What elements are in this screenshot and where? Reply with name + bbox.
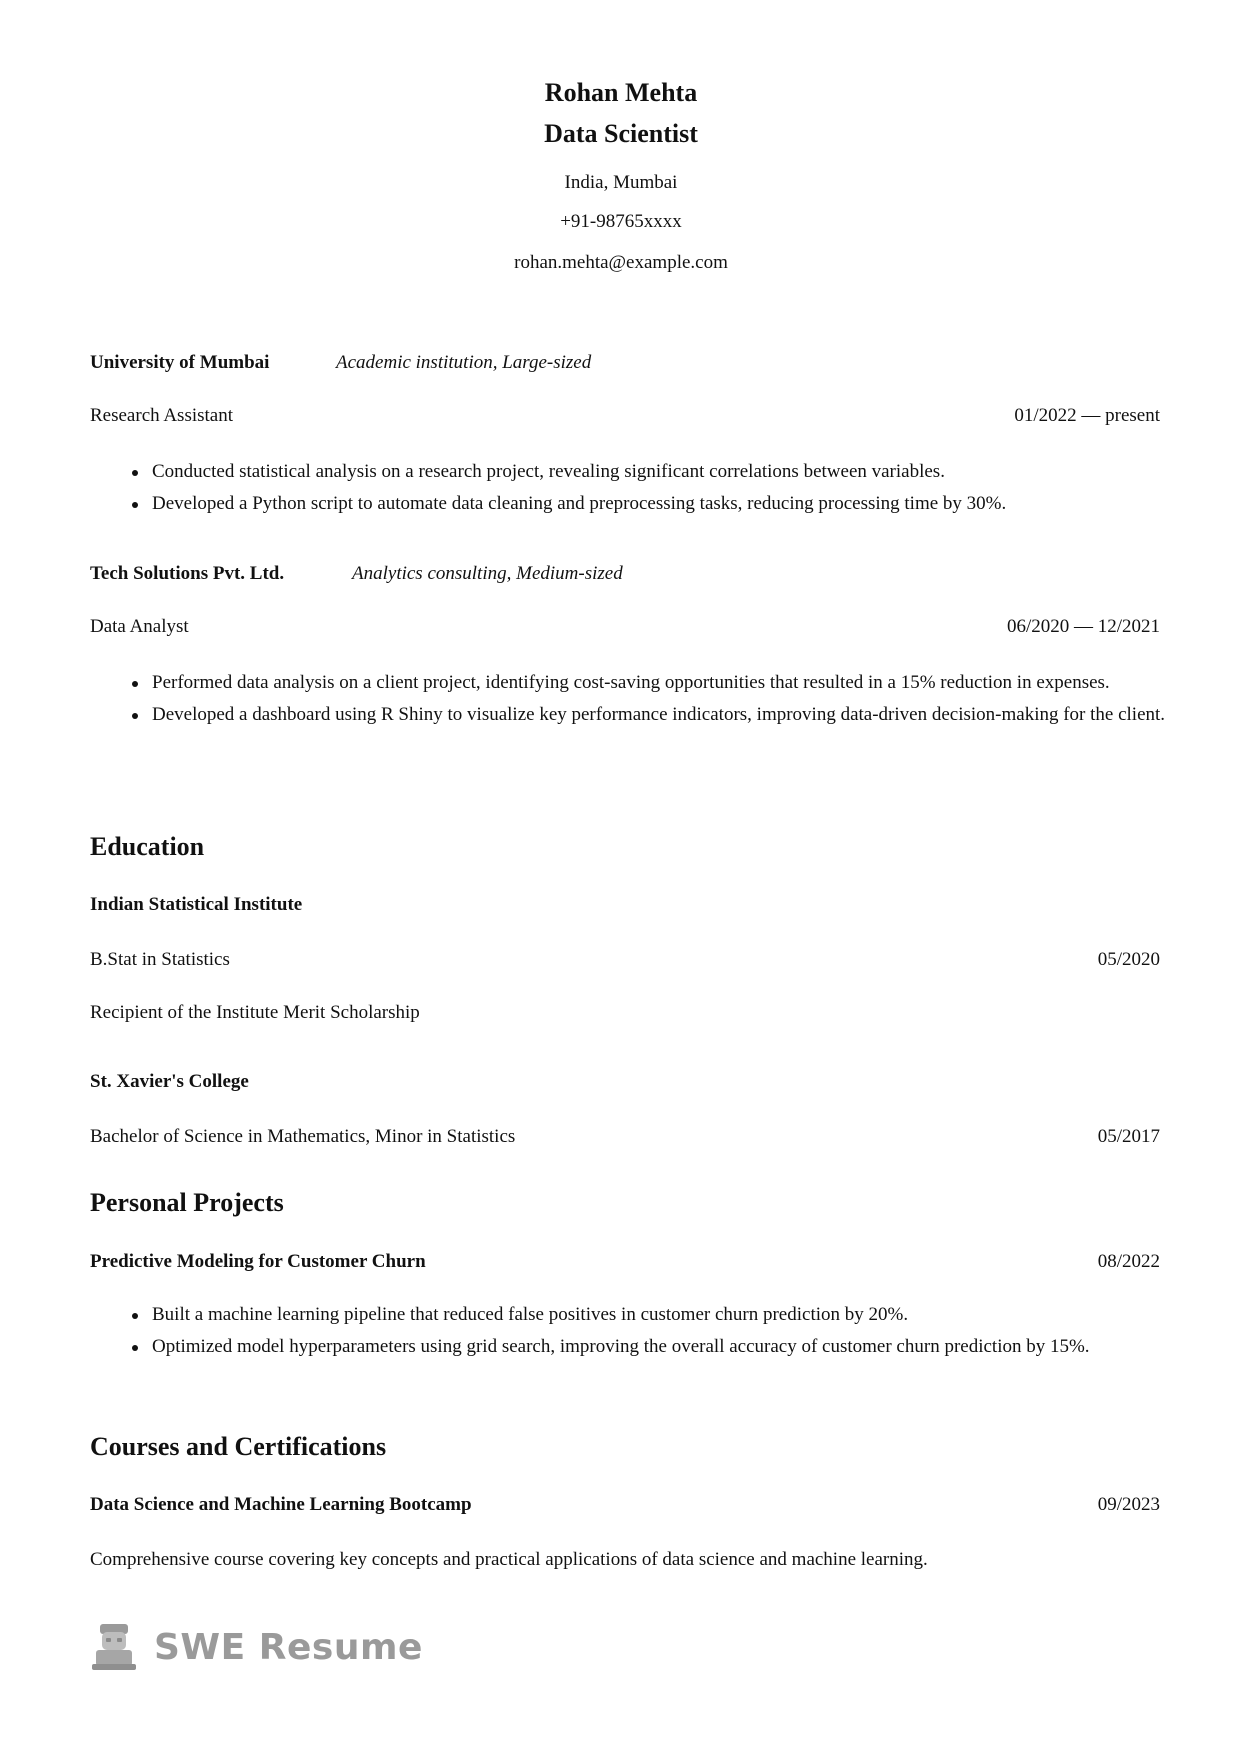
- degree-row: [90, 1126, 1160, 1148]
- logo-text: SWE Resume: [154, 1626, 423, 1668]
- course-row: [90, 1494, 1160, 1516]
- course-description: Comprehensive course covering key concepts and practical applications of data science and machine learning.: [90, 1549, 928, 1570]
- degree-name: B.Stat in Statistics: [90, 949, 230, 970]
- list-item: Conducted statistical analysis on a research project, revealing significant correlations between variables.: [152, 456, 1222, 488]
- school-row: [90, 894, 1160, 916]
- swe-resume-logo: [90, 1622, 423, 1672]
- company-name: University of Mumbai: [90, 352, 270, 373]
- project-bullets: [90, 1299, 1222, 1363]
- position-title: Data Analyst: [90, 616, 189, 637]
- candidate-name: Rohan Mehta: [544, 78, 698, 107]
- position-dates: 06/2020 — 12/2021: [1006, 616, 1160, 637]
- contact-phone: +91-98765xxxx: [560, 211, 682, 232]
- degree-name: Bachelor of Science in Mathematics, Minor in Statistics: [90, 1126, 516, 1147]
- candidate-title: Data Scientist: [544, 119, 698, 148]
- experience-bullets: [90, 456, 1222, 520]
- section-title-courses: Courses and Certifications: [90, 1432, 387, 1461]
- company-description: Academic institution, Large-sized: [336, 352, 592, 373]
- degree-date: 05/2017: [1097, 1126, 1160, 1147]
- contact-location: India, Mumbai: [564, 172, 678, 193]
- section-title-education: Education: [90, 832, 205, 861]
- list-item: Optimized model hyperparameters using grid search, improving the overall accuracy of customer churn prediction by 15%.: [152, 1331, 1222, 1363]
- position-title: Research Assistant: [90, 405, 234, 426]
- list-item: Performed data analysis on a client project, identifying cost-saving opportunities that resulted in a 15% reduction in expenses.: [152, 667, 1222, 699]
- project-date: 08/2022: [1097, 1251, 1160, 1272]
- list-item: Built a machine learning pipeline that reduced false positives in customer churn prediction by 20%.: [152, 1299, 1222, 1331]
- list-item: Developed a Python script to automate data cleaning and preprocessing tasks, reducing processing time by 30%.: [152, 488, 1222, 520]
- list-item: Developed a dashboard using R Shiny to visualize key performance indicators, improving data-driven decision-making for the client.: [152, 699, 1222, 731]
- experience-bullets: [90, 667, 1222, 731]
- school-name: St. Xavier's College: [90, 1071, 249, 1092]
- education-note: Recipient of the Institute Merit Scholarship: [90, 1002, 420, 1023]
- company-description: Analytics consulting, Medium-sized: [352, 563, 623, 584]
- contact-email: rohan.mehta@example.com: [514, 252, 728, 273]
- course-name: Data Science and Machine Learning Bootcamp: [90, 1494, 472, 1515]
- project-row: [90, 1251, 1160, 1273]
- experience-company-row: [90, 563, 1160, 585]
- company-name: Tech Solutions Pvt. Ltd.: [90, 563, 285, 584]
- experience-position-row: [90, 405, 1160, 427]
- position-dates: 01/2022 — present: [1014, 405, 1160, 426]
- person-laptop-icon: [90, 1622, 138, 1672]
- school-row: [90, 1071, 1160, 1093]
- degree-row: [90, 949, 1160, 971]
- experience-position-row: [90, 616, 1160, 638]
- section-title-projects: Personal Projects: [90, 1188, 284, 1217]
- experience-company-row: [90, 352, 1160, 374]
- degree-date: 05/2020: [1097, 949, 1160, 970]
- project-name: Predictive Modeling for Customer Churn: [90, 1251, 426, 1272]
- school-name: Indian Statistical Institute: [90, 894, 303, 915]
- course-date: 09/2023: [1097, 1494, 1160, 1515]
